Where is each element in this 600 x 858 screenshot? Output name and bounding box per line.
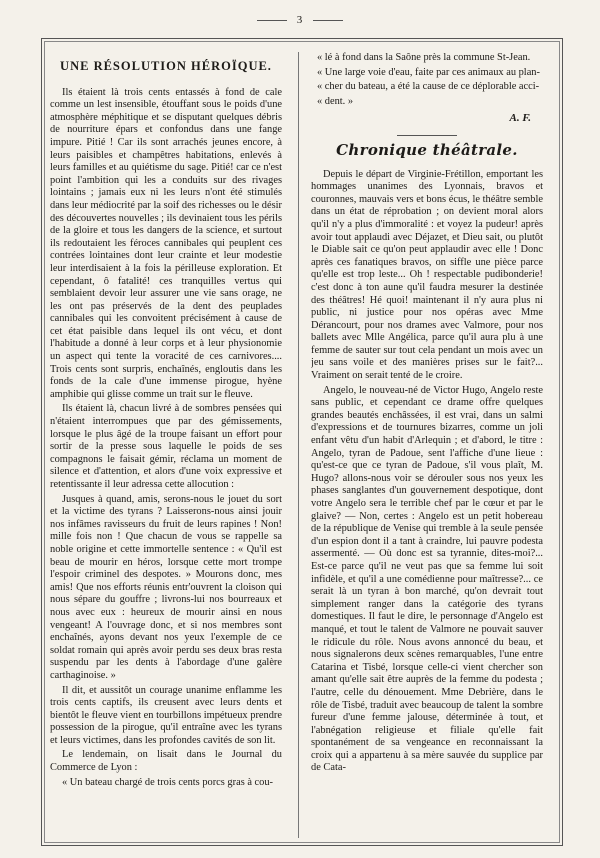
article-paragraph: Ils étaient là, chacun livré à de sombres pensées qui n'étaient interrompues que par des gémissements, lorsque le plus âgé de la troupe faisant un effort pour sortir de la presse sous laquelle le poids de ses compagnons le faisait gémir, réclama un moment de silence et d'attention, et alors d'une voix expressive et retentissante il leur adressa cette allocution : [50,403,282,490]
quote-line: « cher du bateau, a été la cause de ce déplorable acci- [317,81,540,93]
quote-line: « lé à fond dans la Saône près la commune St-Jean. [317,52,531,63]
quote-line: « dent. » [317,95,354,107]
folio-ornament-left [257,20,287,21]
quote-line: « Une large voie d'eau, faite par ces animaux au plan- [317,66,540,78]
folio-ornament-right [313,20,343,21]
article-paragraph: Angelo, le nouveau-né de Victor Hugo, Angelo reste sans public, et cependant ce drame offre quelques grandes beautés enchâssées, il est vrai, dans un salmi d'expressions et de tournures bizarres, comme un joli enfant vêtu d'un habit d'Arlequin ; et d'abord, le titre : Angelo, tyran de Padoue, sent l'affiche d'une lieue : qu'est-ce que ce tyran de Padoue, s'il vous plaît, M. Hugo? allons-nous voir se dérouler sous nos yeux les phases sanglantes d'un gouvernement despotique, dont votre Angelo sera le terrible chef par le cœur et par le glaive? — Non, certes : Angelo est un petit hobereau de la république de Venise qui tremble à la seule pensée d'un espion dont il a tant à craindre, lui pauvre podesta assermenté. — Où donc est sa tyrannie, dites-moi?... Est-ce parce qu'il ne veut pas que sa femme lui soit infidèle, et qu'il a une comédienne pour maîtresse?... ce serait là un tyran à bon marché, qu'on devrait tout simplement ranger dans la catégorie des tyrans domestiques. Il faut le dire, le personnage d'Angelo est manqué, et tout le talent de Valmore ne pouvait sauver le ridicule du rôle. Nous avons annoncé du beau, et nous signalerons deux scènes remarquables, l'une entre Catarina et Tisbé, lorsque celle-ci vient chercher son amant qu'elle sait être auprès de la femme du podesta ; l'autre, celle du dénouement. Mme Debrière, dans le rôle de Tisbé, traduit avec beaucoup de talent la sombre fureur d'une femme jalouse, déterminée à tout, et l'abnégation religieuse et filiale qu'elle fait spontanément de sa vengeance en reconnaissant la croix qui a appartenu à sa mère sauvée du supplice par de Cata- [311,384,543,774]
section-divider [397,135,457,136]
article-paragraph: Depuis le départ de Virginie-Frétillon, emportant les hommages unanimes des Lyonnais, bravos et couronnes, mauvais vers et bons écus, le théâtre semble dans un état de réprobation ; on devient moral alors qu'il n'y a plus d'immoralité : et voyez la pudeur! après avoir tout applaudi avec Déjazet, et Dieu sait, ou plutôt le Diable sait ce qu'on peut applaudir avec elle ! Donc après ces fanatiques bravos, on siffle une pièce parce qu'elle est trop leste... Oh ! respectable pudibonderie! c'est donc à ton aune qu'il faudra mesurer la destinée des théâtres! Hé quoi! maintenant il n'y aura plus ni public, ni justice pour nos opéras avec Mme Dérancourt, pour nos drames avec Valmore, pour nos ballets avec Mlle Angélica, parce qu'il aura plu à une femme de sauter sur tout cela pendant un mois avec un jeu sans voile et des manières prises sur le fait?... Vraiment on serait tenté de le croire. [311,168,543,382]
column-divider [298,52,299,838]
page-folio [0,14,600,26]
article-paragraph: Jusques à quand, amis, serons-nous le jouet du sort et la victime des tyrans ? Laisserons-nous ainsi jouir nos infâmes ravisseurs du fruit de leurs rapines ! Non! mille fois non ! Que chacun de vous se rappelle sa noble origine et cette immortelle sentence : « Qu'il est beau de mourir en héros, lorsque cette mort trompe l'espoir criminel des despotes. » Mourons donc, mes amis! Que nos efforts réunis entr'ouvrent la cloison qui nous sépare du gouffre ; livrons-lui nos bourreaux et nous avec eux : heureux de mourir ainsi en nous vengeant! A l'ouvrage donc, et si nos membres sont enchaînés, ayons devant nos yeux l'exemple de ce soldat romain qui après avoir perdu ses deux bras resta suspendu par les dents à l'abordage d'une galère carthaginoise. » [50,493,282,681]
article-title: UNE RÉSOLUTION HÉROÏQUE. [60,59,272,73]
article-paragraph: « Un bateau chargé de trois cents porcs gras à cou- [62,776,274,788]
article-signature: A. F. [509,112,531,125]
article-paragraph: Ils étaient là trois cents entassés à fond de cale comme un lest insensible, étouffant sous le poids d'une atmosphère méphitique et se disputant quelques débris de nourriture épars et confondus dans une fange impure. Pitié ! Car ils sont arrachés jeunes encore, à leurs paisibles et champêtres habitations, enlevés à leurs familles et au quiétisme du sage. Pitié! car ce n'est point l'ambition qui les a conduits sur des rivages lointains ; jamais eux ni les leurs n'ont été stimulés dans leur médiocrité par la soif des richesses ou le désir des découvertes nouvelles ; ils devinaient tous les périls de la gloire et tous les dangers de la science, et surtout ils redoutaient les féroces cannibales qui peuplent ces contrées lointaines dont leur crainte et leur modestie leur interdisaient à la fois la périlleuse exploration. Et cependant, ô fatalité! ces tranquilles vertus qui semblaient devoir leur assurer une vie sans orage, ne les ont pas préservés de la dent des peuplades cannibales qui les convoitent précisément à cause de cet état paisible dans lequel ils ont vécu, et dont l'habitude a donné à leur corps et à leur physionomie un aspect qui tente la voracité de ces carnivores.... Trois cents sont surpris, enchaînés, engloutis dans les fonds de la cale d'une immense pirogue, hyène amphibie qui glisse comme un trait sur le fleuve. [50,86,282,400]
article-paragraph: Il dit, et aussitôt un courage unanime enflamme les trois cents captifs, ils creusent avec leurs dents et bientôt le fleuve vient en tourbillons impétueux prendre possession de la pirogue, qu'il entraîne avec les tyrans et leurs victimes, dans les profondes cavités de son lit. [50,684,282,746]
article-paragraph: Le lendemain, on lisait dans le Journal du Commerce de Lyon : [50,749,282,774]
section-title: Chronique théâtrale. [336,140,518,159]
page-number: 3 [296,14,304,26]
left-column [50,52,282,838]
right-column [311,52,543,838]
